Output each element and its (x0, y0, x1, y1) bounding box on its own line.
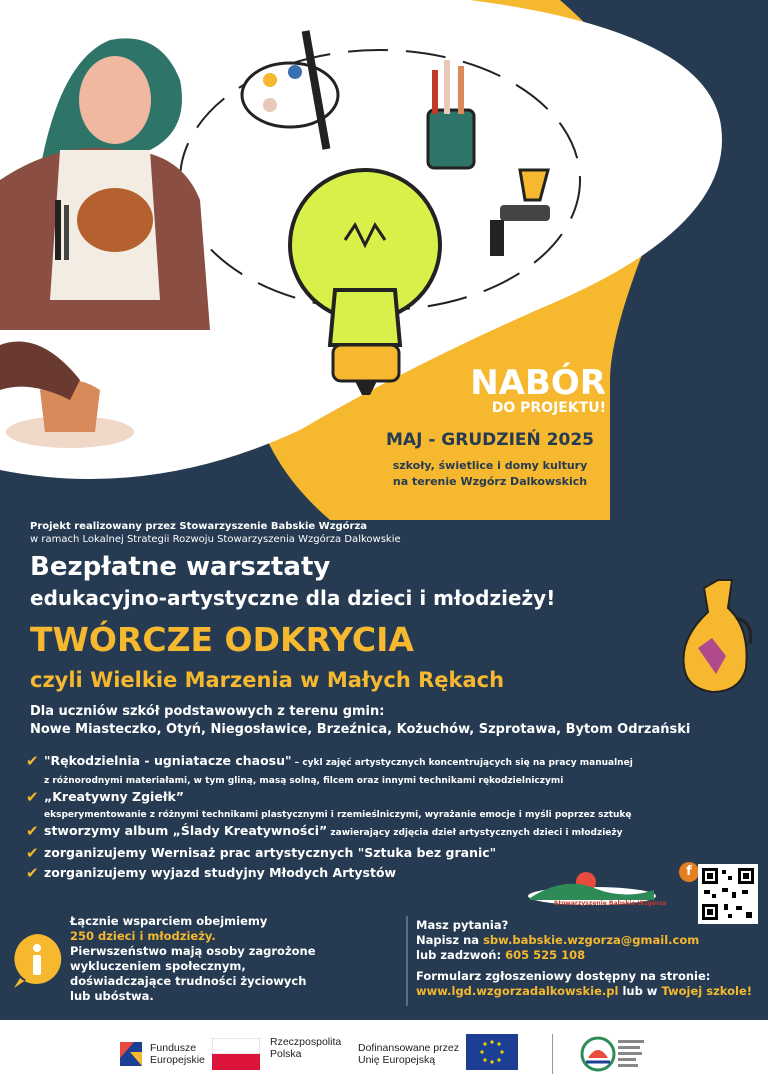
support-line-1: Łącznie wsparciem obejmiemy (70, 914, 268, 928)
list-item (26, 844, 726, 862)
heading-project-subtitle: czyli Wielkie Marzenia w Małych Rękach (30, 668, 505, 692)
item-description: – cykl zajęć artystycznych koncentrujących się na pracy manualnej (291, 758, 633, 768)
phone-link[interactable]: 605 525 108 (505, 948, 586, 962)
list-item (26, 788, 726, 806)
check-icon: ✔ (26, 788, 39, 806)
contact-write-label: Napisz na (416, 933, 484, 947)
jug-figure (676, 578, 756, 698)
contact-or: lub w (618, 984, 662, 998)
poland-flag-icon (212, 1038, 260, 1070)
contact-info (416, 918, 756, 999)
project-line-1: Projekt realizowany przez Stowarzyszenie Babskie Wzgórza (30, 521, 368, 532)
poland-line-2: Polska (270, 1048, 302, 1060)
poland-line-1: Rzeczpospolita (270, 1036, 342, 1048)
contact-question: Masz pytania? (416, 918, 509, 932)
contact-call-label: lub zadzwoń: (416, 948, 506, 962)
divider (406, 916, 408, 1006)
school-text: Twojej szkole! (661, 984, 752, 998)
municipalities-list: Nowe Miasteczko, Otyń, Niegosławice, Brzeźnica, Kożuchów, Szprotawa, Bytom Odrzański (30, 722, 691, 737)
item-title: „Kreatywny Zgiełk” (44, 789, 184, 804)
poland-logo (270, 1036, 341, 1060)
support-info (70, 914, 350, 1004)
association-logo-text: Stowarzyszenie Babskie Wzgórza (554, 900, 667, 907)
recruitment-heading (470, 363, 606, 416)
support-line-5: doświadczające trudności życiowych (70, 974, 307, 988)
website-link[interactable]: www.lgd.wzgorzadalkowskie.pl (416, 984, 619, 998)
date-range: MAJ - GRUDZIEŃ 2025 (386, 430, 594, 450)
list-item (26, 752, 726, 772)
item-subtext: eksperymentowanie z różnymi technikami plastycznymi i rzemieślniczymi, wyrażanie emocje i myśli poprzez sztukę (44, 810, 632, 820)
heading-free-workshops: Bezpłatne warsztaty (30, 552, 331, 582)
project-line-2: w ramach Lokalnej Strategii Rozwoju Stowarzyszenia Wzgórza Dalkowskie (30, 534, 401, 545)
item-description: zawierający zdjęcia dzieł artystycznych dzieci i młodzieży (327, 828, 623, 838)
check-icon: ✔ (26, 864, 39, 882)
item-title: "Rękodzielnia - ugniatacze chaosu" (44, 753, 292, 768)
item-subtext: z różnorodnymi materiałami, w tym gliną, masą solną, filcem oraz innymi technikami rękodzielniczymi (44, 776, 564, 786)
eu-cofunded-logo (358, 1042, 459, 1066)
support-line-2: 250 dzieci i młodzieży. (70, 929, 216, 943)
association-logo (524, 866, 667, 916)
support-line-4: wykluczeniem społecznym, (70, 959, 246, 973)
eu-funds-line-2: Europejskie (150, 1054, 205, 1066)
footer-divider (552, 1034, 553, 1074)
heading-educational: edukacyjno-artystyczne dla dzieci i młodzieży! (30, 586, 556, 610)
eu-funds-line-1: Fundusze (150, 1042, 197, 1054)
list-item (26, 822, 726, 842)
eu-funds-logo (150, 1042, 205, 1066)
item-title: stworzymy album „Ślady Kreatywności” (44, 823, 328, 838)
info-icon (10, 932, 64, 990)
facebook-icon[interactable]: f (679, 862, 699, 882)
recruitment-subtitle: DO PROJEKTU! (491, 400, 606, 416)
qr-code-icon[interactable] (698, 864, 758, 924)
support-line-6: lub ubóstwa. (70, 989, 154, 1003)
check-icon: ✔ (26, 752, 39, 770)
project-info (30, 520, 401, 546)
item-title: zorganizujemy wyjazd studyjny Młodych Artystów (44, 865, 397, 880)
eu-cofunded-line-1: Dofinansowane przez (358, 1042, 459, 1054)
check-icon: ✔ (26, 822, 39, 840)
heading-project-title: TWÓRCZE ODKRYCIA (30, 620, 414, 659)
item-title: zorganizujemy Wernisaż prac artystycznych "Sztuka bez granic" (44, 845, 497, 860)
eu-funds-icon (116, 1038, 146, 1068)
municipalities-intro: Dla uczniów szkół podstawowych z terenu gmin: (30, 704, 385, 719)
support-line-3: Pierwszeństwo mają osoby zagrożone (70, 944, 316, 958)
form-info: Formularz zgłoszeniowy dostępny na stronie: (416, 969, 711, 983)
places-line-1: szkoły, świetlice i domy kultury (392, 459, 588, 472)
footer-logos (0, 1014, 768, 1092)
activities-list (26, 752, 726, 884)
places-line-2: na terenie Wzgórz Dalkowskich (392, 475, 588, 488)
dates-block (370, 430, 610, 490)
eu-flag-icon (466, 1034, 518, 1070)
recruitment-title: NABÓR (470, 363, 606, 403)
check-icon: ✔ (26, 844, 39, 862)
local-action-group-logo (578, 1032, 648, 1076)
eu-cofunded-line-2: Unię Europejską (358, 1054, 436, 1066)
email-link[interactable]: sbw.babskie.wzgorza@gmail.com (483, 933, 700, 947)
